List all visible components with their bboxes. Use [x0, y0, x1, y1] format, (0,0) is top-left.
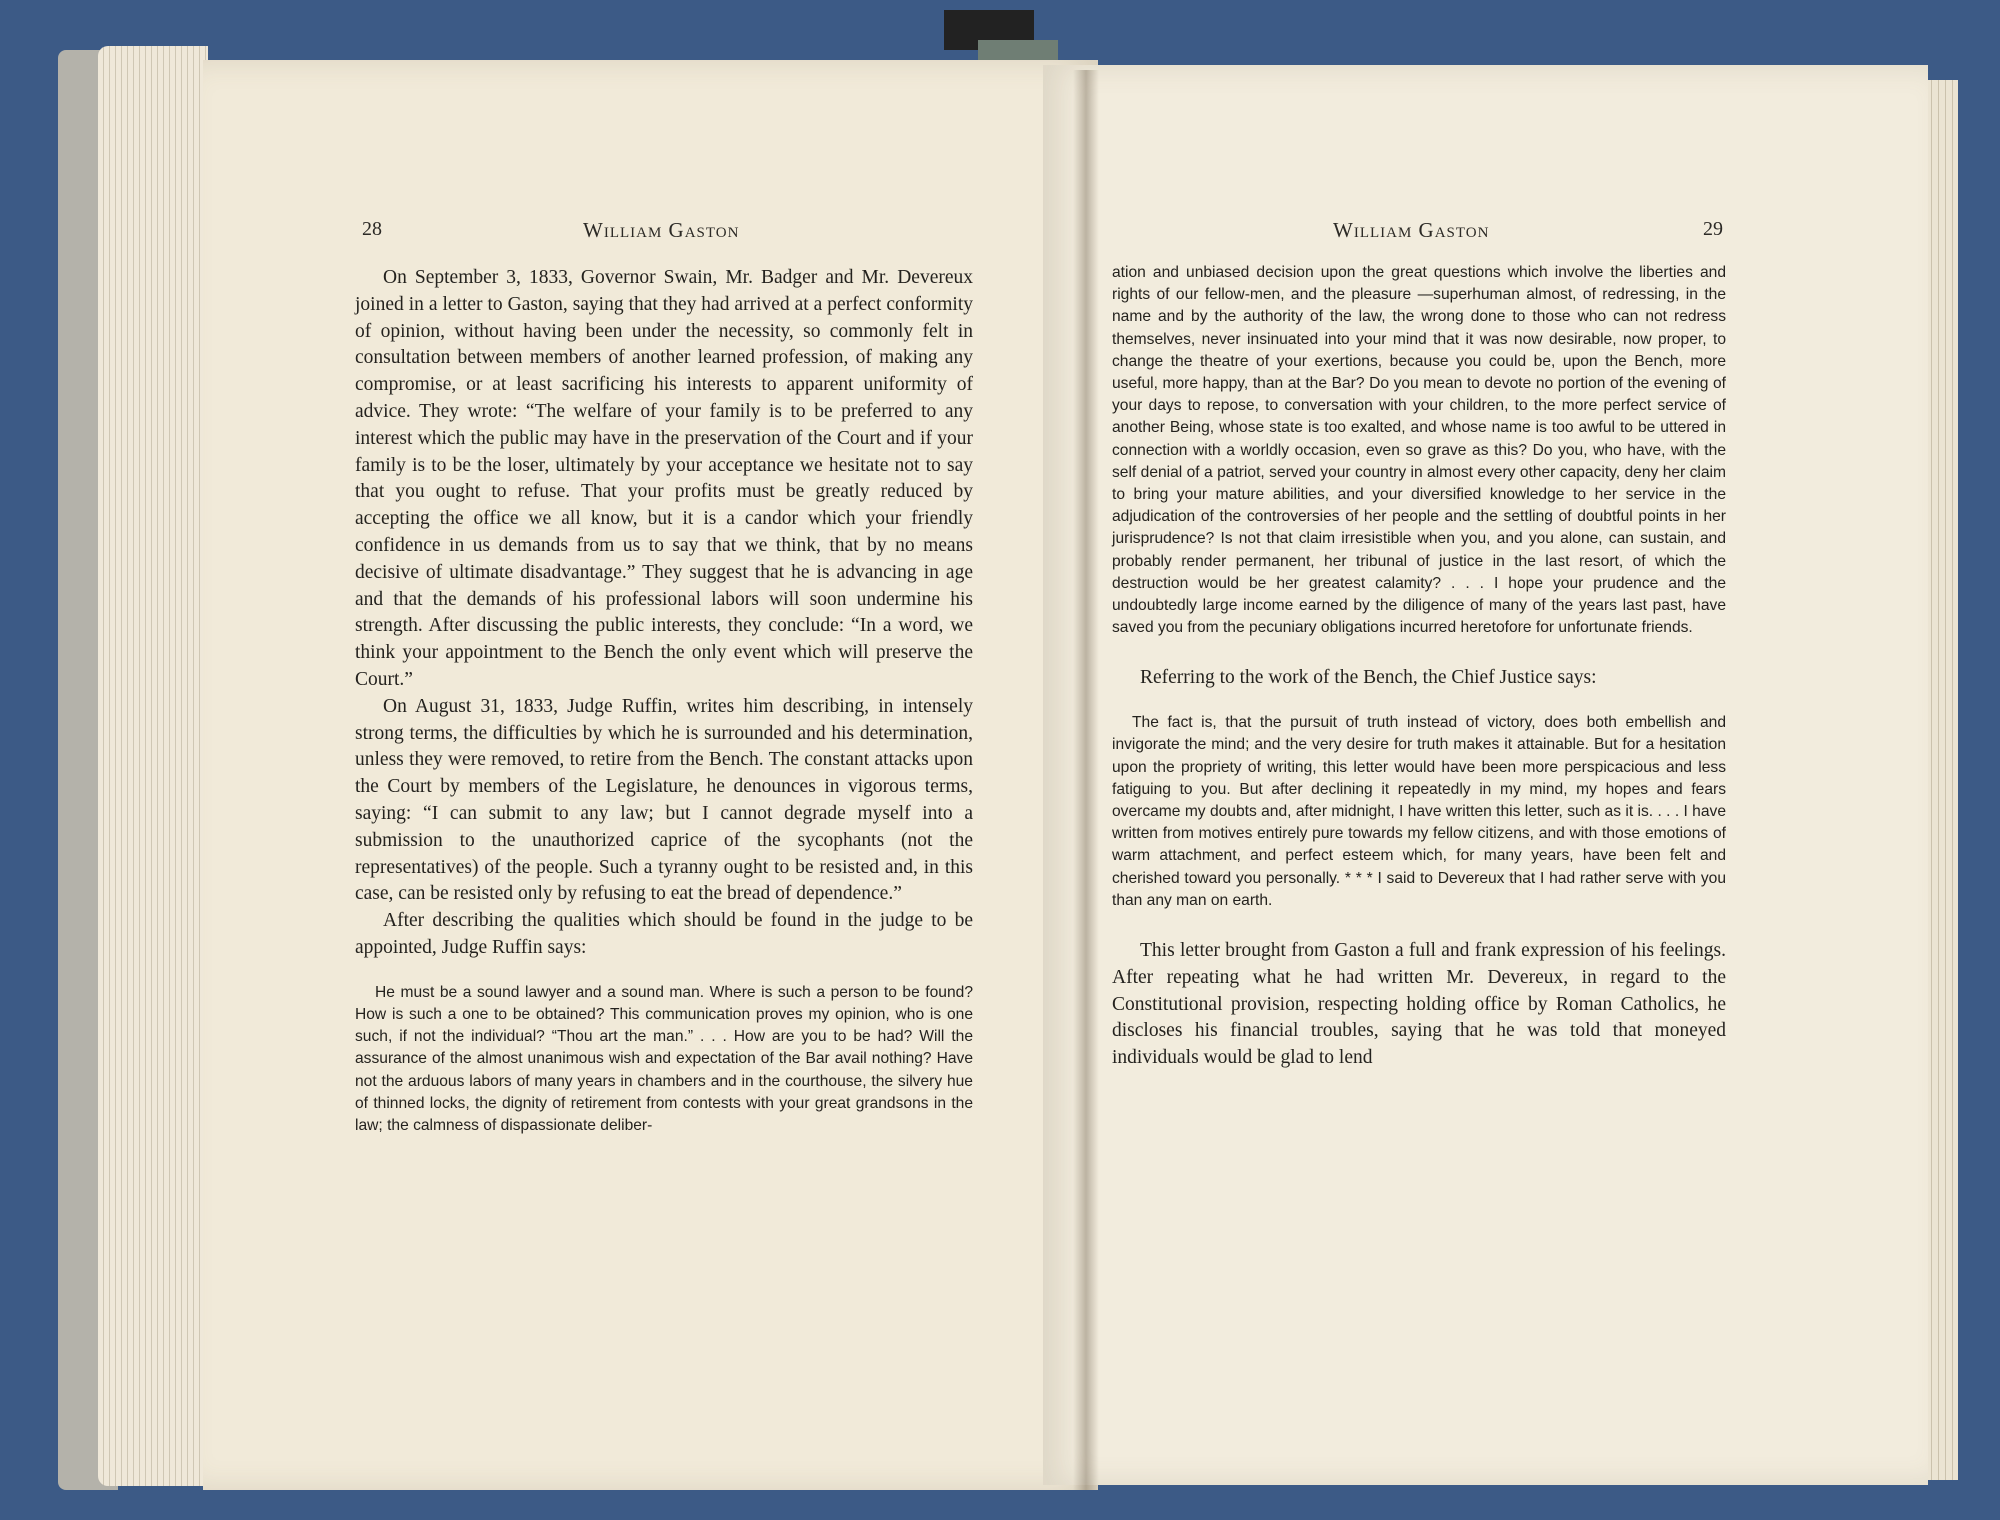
paragraph: After describing the qualities which should be found in the judge to be appointed, Judge Ruffin says:: [355, 910, 973, 958]
headband-cloth: [978, 40, 1058, 60]
paragraph: On September 3, 1833, Governor Swain, Mr. Badger and Mr. Devereux joined in a letter to Gaston, saying that they had arrived at a perfect conformity of opinion, without having been under the necessity, so commonly felt in consultation between members of another learned profession, of making any compromise, or at least sacrificing his interests to apparent uniformity of advice. They wrote: “The welfare of your family is to be preferred to any interest which the public may have in the preservation of the Court and if your family is to be the loser, ultimately by your acceptance we hesitate not to say that you ought to refuse. That your profits must be greatly reduced by accepting the office we all know, but it is a candor which your friendly confidence in us demands from us to say that we think, that by no means decisive of ultimate disadvantage.” They suggest that he is advancing in age and that the demands of his professional labors will soon undermine his strength. After discussing the public interests, they conclude: “In a word, we think your appointment to the Bench the only event which will preserve the Court.”: [355, 267, 973, 690]
left-page-number: 28: [362, 218, 382, 240]
left-running-head: William Gaston: [583, 218, 740, 242]
spacer: [1112, 639, 1726, 665]
paragraph: This letter brought from Gaston a full and frank expression of his feelings. After repeating what he had written Mr. Devereux, in regard to the Constitutional provision, respecting holding office by Roman Catholics, he discloses his financial troubles, saying that he was told that moneyed individuals would be glad to lend: [1112, 940, 1726, 1069]
gutter: [1073, 70, 1099, 1490]
block-quote: The fact is, that the pursuit of truth instead of victory, does both embellish and invigorate the mind; and the very desire for truth makes it attainable. But for a hesitation upon the propriety of writing, this letter would have been more perspicacious and less fatiguing to you. But after declining it repeatedly in my mind, my hopes and fears overcame my doubts and, after midnight, I have written this letter, such as it is. . . . I have written from motives entirely pure towards my fellow citizens, and with those emotions of warm attachment, and perfect esteem which, for many years, have been felt and cherished toward you personally. * * * I said to Devereux that I had rather serve with you than any man on earth.: [1112, 714, 1726, 909]
block-quote-continued: ation and unbiased decision upon the great questions which involve the liberties and rights of our fellow-men, and the pleasure —superhuman almost, of redressing, in the name and by the authority of the law, the wrong done to those who can not redress themselves, never insinuated into your mind that it was now desirable, now proper, to change the theatre of your exertions, because you could be, upon the Bench, more useful, more happy, than at the Bar? Do you mean to devote no portion of the evening of your days to repose, to conversation with your children, to the more perfect service of another Being, whose state is too exalted, and whose name is too awful to be uttered in connection with a worldly occasion, even so grave as this? Do you, who have, with the self denial of a patriot, served your country in almost every other capacity, deny her claim to bring your mature abilities, and your diversified knowledge to her service in the adjudication of the controversies of her people and the settling of doubtful points in her jurisprudence? Is not that claim irresistible when you, and you alone, can sustain, and probably render permanent, her tribunal of justice in the last resort, of which the destruction would be her greatest calamity? . . . I hope your prudence and the undoubtedly large income earned by the diligence of many of the years last past, have saved you from the pecuniary obligations incurred heretofore for unfortunate friends.: [1112, 264, 1726, 637]
page-edges-left: [98, 46, 208, 1486]
right-running-head: William Gaston: [1333, 218, 1490, 242]
spacer: [355, 962, 973, 982]
right-page-number: 29: [1703, 218, 1723, 240]
right-text-column: [1112, 262, 1726, 1072]
spacer: [1112, 692, 1726, 712]
block-quote: He must be a sound lawyer and a sound man. Where is such a person to be found? How is such a one to be obtained? This communication proves my opinion, who is one such, if not the individual? “Thou art the man.” . . . How are you to be had? Will the assurance of the almost unanimous wish and expectation of the Bar avail nothing? Have not the arduous labors of many years in chambers and in the courthouse, the silvery hue of thinned locks, the dignity of retirement from contests with your great grandsons in the law; the calmness of dispassionate deliber-: [355, 983, 973, 1134]
intro-line: Referring to the work of the Bench, the Chief Justice says:: [1140, 667, 1597, 689]
spacer: [1112, 912, 1726, 938]
left-text-column: [355, 265, 973, 1137]
paragraph: On August 31, 1833, Judge Ruffin, writes him describing, in intensely strong terms, the difficulties by which he is surrounded and his determination, unless they were removed, to retire from the Bench. The constant attacks upon the Court by members of the Legislature, he denounces in vigorous terms, saying: “I can submit to any law; but I cannot degrade myself into a submission to the unauthorized caprice of the sycophants (not the representatives) of the people. Such a tyranny ought to be resisted and, in this case, can be resisted only by refusing to eat the bread of dependence.”: [355, 695, 973, 905]
